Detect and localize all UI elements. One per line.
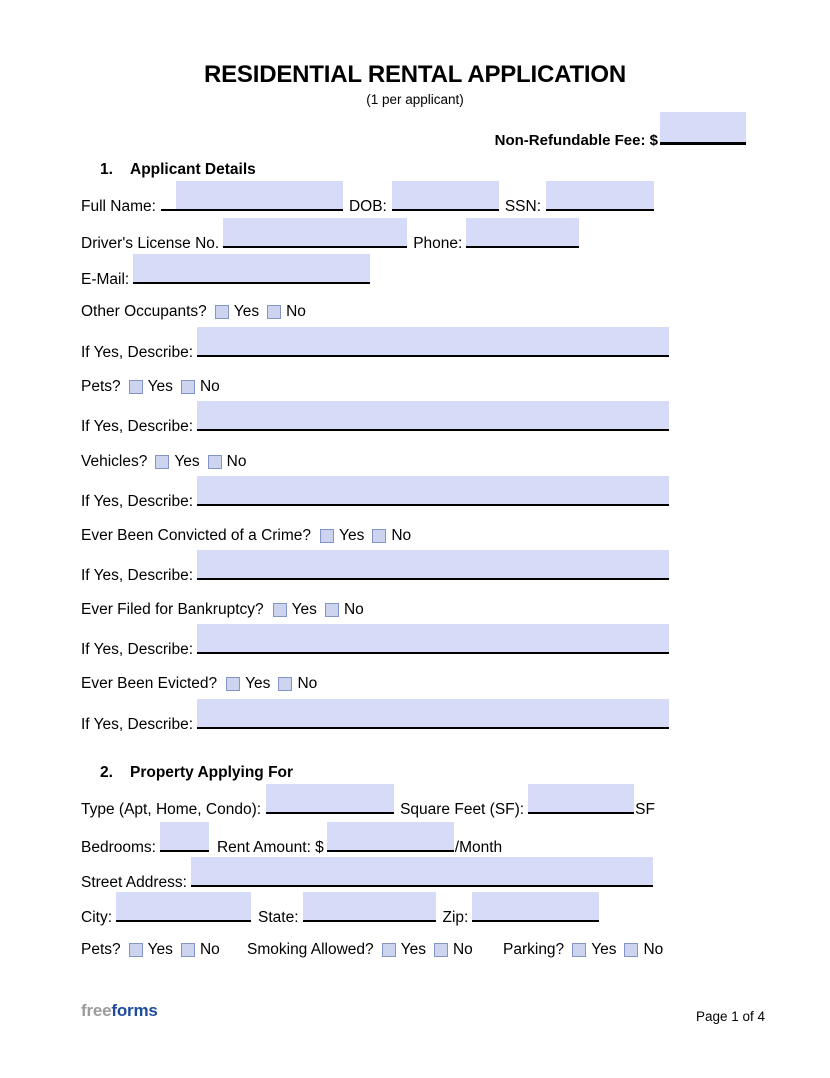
- email-row: [81, 254, 370, 289]
- section-2-number: 2.: [100, 764, 113, 781]
- property-pets-no-label: No: [199, 940, 220, 958]
- full-name-input[interactable]: [161, 181, 343, 211]
- ssn-label: SSN:: [504, 198, 542, 215]
- evicted-question-label: Ever Been Evicted?: [81, 674, 218, 692]
- if-yes-describe-label: If Yes, Describe:: [81, 493, 194, 510]
- type-input[interactable]: [266, 784, 394, 814]
- crime-yes-label: Yes: [339, 526, 365, 544]
- section-2-header: [100, 764, 293, 782]
- property-pets-label: Pets?: [81, 940, 121, 958]
- bedrooms-rent-row: [81, 822, 502, 857]
- vehicles-yes-label: Yes: [174, 452, 200, 470]
- crime-no-label: No: [391, 526, 412, 544]
- smoking-label: Smoking Allowed?: [247, 940, 374, 958]
- vehicles-describe-input[interactable]: [197, 476, 669, 506]
- section-1-header: [100, 161, 256, 179]
- vehicles-describe-row: [81, 476, 669, 511]
- occupants-question-row: [81, 302, 306, 321]
- phone-input[interactable]: [466, 218, 579, 248]
- occupants-no-label: No: [286, 302, 306, 320]
- parking-yes-checkbox[interactable]: [572, 943, 586, 957]
- street-address-row: [81, 857, 653, 892]
- vehicles-question-label: Vehicles?: [81, 452, 148, 470]
- bedrooms-label: Bedrooms:: [81, 839, 156, 856]
- drivers-license-input[interactable]: [223, 218, 407, 248]
- email-label: E-Mail:: [81, 271, 130, 288]
- evicted-no-label: No: [297, 674, 318, 692]
- pets-question-label: Pets?: [81, 377, 121, 395]
- bedrooms-input[interactable]: [160, 822, 209, 852]
- if-yes-describe-label: If Yes, Describe:: [81, 567, 194, 584]
- pets-no-checkbox[interactable]: [181, 380, 195, 394]
- property-pets-yes-label: Yes: [147, 940, 173, 958]
- parking-label: Parking?: [503, 940, 565, 958]
- license-phone-row: [81, 218, 579, 253]
- square-feet-label: Square Feet (SF):: [400, 801, 525, 818]
- bankruptcy-describe-row: [81, 624, 669, 659]
- phone-label: Phone:: [413, 235, 463, 252]
- evicted-question-row: [81, 674, 317, 693]
- bankruptcy-question-row: [81, 600, 364, 619]
- vehicles-no-checkbox[interactable]: [208, 455, 222, 469]
- fee-row: [495, 112, 746, 149]
- bankruptcy-yes-checkbox[interactable]: [273, 603, 287, 617]
- full-name-label: Full Name:: [81, 198, 156, 215]
- page-indicator: Page 1 of 4: [695, 1009, 765, 1024]
- per-month-label: /Month: [454, 839, 503, 856]
- type-sqft-row: [81, 784, 655, 819]
- state-input[interactable]: [303, 892, 436, 922]
- if-yes-describe-label: If Yes, Describe:: [81, 716, 194, 733]
- parking-no-checkbox[interactable]: [624, 943, 638, 957]
- evicted-describe-row: [81, 699, 669, 734]
- if-yes-describe-label: If Yes, Describe:: [81, 418, 194, 435]
- occupants-describe-input[interactable]: [197, 327, 669, 357]
- fee-input[interactable]: [660, 112, 746, 145]
- logo-forms-text: forms: [111, 1001, 158, 1020]
- evicted-yes-label: Yes: [245, 674, 271, 692]
- email-input[interactable]: [133, 254, 370, 284]
- square-feet-input[interactable]: [528, 784, 634, 814]
- city-state-zip-row: [81, 892, 599, 927]
- occupants-no-checkbox[interactable]: [267, 305, 281, 319]
- if-yes-describe-label: If Yes, Describe:: [81, 344, 194, 361]
- logo-free-text: free: [81, 1001, 112, 1020]
- pets-describe-input[interactable]: [197, 401, 669, 431]
- parking-question: [503, 940, 663, 959]
- occupants-question-label: Other Occupants?: [81, 302, 207, 320]
- section-1-title: Applicant Details: [130, 161, 256, 178]
- vehicles-yes-checkbox[interactable]: [155, 455, 169, 469]
- section-2-title: Property Applying For: [130, 764, 294, 781]
- crime-describe-row: [81, 550, 669, 585]
- vehicles-question-row: [81, 452, 246, 471]
- crime-question-label: Ever Been Convicted of a Crime?: [81, 526, 312, 544]
- fee-label: Non-Refundable Fee: $: [494, 132, 658, 149]
- parking-yes-label: Yes: [591, 940, 617, 958]
- pets-describe-row: [81, 401, 669, 436]
- page-subtitle: (1 per applicant): [366, 92, 464, 107]
- evicted-yes-checkbox[interactable]: [226, 677, 240, 691]
- ssn-input[interactable]: [546, 181, 654, 211]
- occupants-describe-row: [81, 327, 669, 362]
- bankruptcy-no-checkbox[interactable]: [325, 603, 339, 617]
- smoking-no-label: No: [452, 940, 473, 958]
- evicted-no-checkbox[interactable]: [278, 677, 292, 691]
- smoking-no-checkbox[interactable]: [434, 943, 448, 957]
- bankruptcy-yes-label: Yes: [291, 600, 317, 618]
- property-pets-yes-checkbox[interactable]: [129, 943, 143, 957]
- crime-question-row: [81, 526, 411, 545]
- pets-no-label: No: [199, 377, 220, 395]
- name-dob-ssn-row: [81, 181, 654, 216]
- pets-yes-label: Yes: [147, 377, 173, 395]
- rent-amount-input[interactable]: [327, 822, 454, 852]
- bankruptcy-question-label: Ever Filed for Bankruptcy?: [81, 600, 264, 618]
- type-label: Type (Apt, Home, Condo):: [81, 801, 262, 818]
- smoking-question: [247, 940, 473, 959]
- bankruptcy-describe-input[interactable]: [197, 624, 669, 654]
- smoking-yes-label: Yes: [400, 940, 426, 958]
- freeforms-logo: [81, 1001, 158, 1021]
- zip-label: Zip:: [442, 909, 469, 926]
- page-title: RESIDENTIAL RENTAL APPLICATION: [203, 61, 627, 88]
- crime-no-checkbox[interactable]: [372, 529, 386, 543]
- pets-question-row: [81, 377, 220, 396]
- rent-amount-label: Rent Amount: $: [216, 839, 324, 856]
- state-label: State:: [258, 909, 299, 926]
- vehicles-no-label: No: [226, 452, 247, 470]
- dob-input[interactable]: [392, 181, 499, 211]
- dob-label: DOB:: [348, 198, 387, 215]
- street-address-label: Street Address:: [81, 874, 187, 891]
- zip-input[interactable]: [472, 892, 599, 922]
- evicted-describe-input[interactable]: [197, 699, 669, 729]
- section-1-number: 1.: [100, 161, 113, 178]
- property-pets-question: [81, 940, 220, 959]
- property-pets-no-checkbox[interactable]: [181, 943, 195, 957]
- sf-suffix-label: SF: [635, 801, 655, 818]
- smoking-yes-checkbox[interactable]: [382, 943, 396, 957]
- pets-yes-checkbox[interactable]: [129, 380, 143, 394]
- parking-no-label: No: [643, 940, 664, 958]
- crime-yes-checkbox[interactable]: [320, 529, 334, 543]
- drivers-license-label: Driver's License No.: [81, 235, 220, 252]
- city-label: City:: [81, 909, 112, 926]
- city-input[interactable]: [116, 892, 251, 922]
- if-yes-describe-label: If Yes, Describe:: [81, 641, 194, 658]
- occupants-yes-checkbox[interactable]: [215, 305, 229, 319]
- crime-describe-input[interactable]: [197, 550, 669, 580]
- bankruptcy-no-label: No: [343, 600, 364, 618]
- occupants-yes-label: Yes: [233, 302, 260, 320]
- street-address-input[interactable]: [191, 857, 653, 887]
